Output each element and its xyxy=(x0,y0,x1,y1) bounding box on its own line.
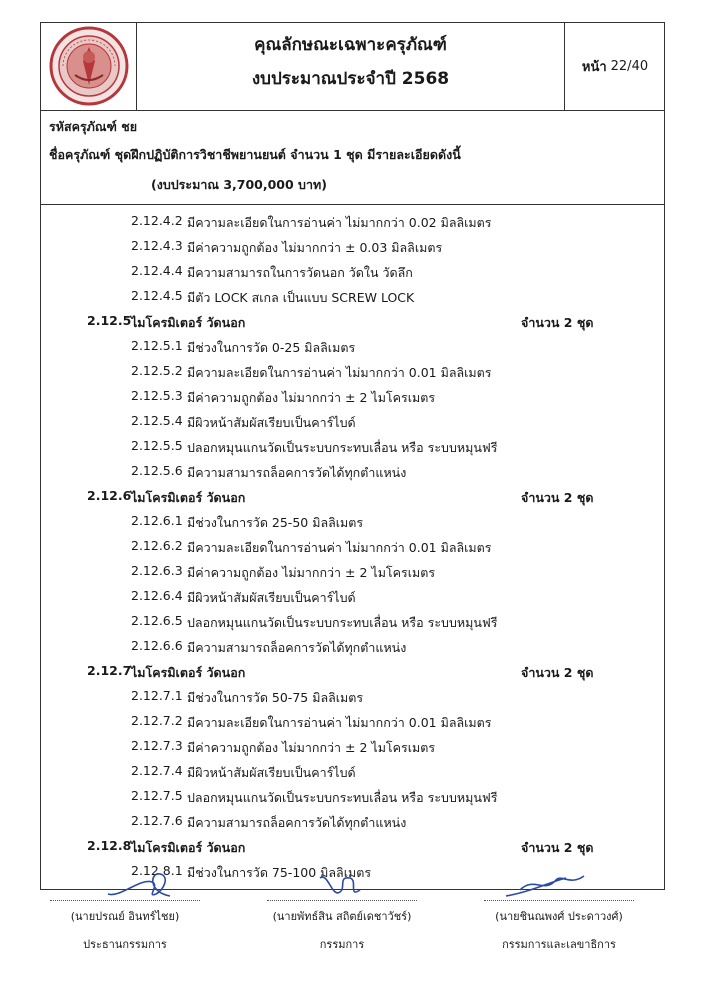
item-text: มีช่วงในการวัด 75-100 มิลลิเมตร xyxy=(187,865,372,880)
item-text: มีความสามารถในการวัดนอก วัดใน วัดลึก xyxy=(187,265,413,280)
item-number: 2.12.5.2 xyxy=(131,363,183,378)
item-text: มีช่วงในการวัด 0-25 มิลลิเมตร xyxy=(187,340,356,355)
item-text: ปลอกหมุนแกนวัดเป็นระบบกระทบเลื่อน หรือ ระบบหมุนฟรี xyxy=(187,615,498,630)
item-quantity: จำนวน 2 ชุด xyxy=(521,490,594,505)
item-text: มีความละเอียดในการอ่านค่า ไม่มากกว่า 0.01 มิลลิเมตร xyxy=(187,540,492,555)
logo-cell xyxy=(41,23,137,110)
signature-block-chair xyxy=(40,862,210,953)
item-number: 2.12.6.1 xyxy=(131,513,183,528)
signature-block-secretary xyxy=(474,862,644,953)
item-text: มีความละเอียดในการอ่านค่า ไม่มากกว่า 0.01 มิลลิเมตร xyxy=(187,715,492,730)
page-value: 22/40 xyxy=(610,59,649,74)
signer-role: กรรมการ xyxy=(319,938,365,951)
item-quantity: จำนวน 2 ชุด xyxy=(521,315,594,330)
item-text: มีค่าความถูกต้อง ไม่มากกว่า ± 2 ไมโครเมตร xyxy=(187,390,436,405)
item-number: 2.12.7.4 xyxy=(131,763,183,778)
item-text: มีค่าความถูกต้อง ไม่มากกว่า ± 2 ไมโครเมตร xyxy=(187,740,436,755)
item-number: 2.12.8 xyxy=(87,838,132,853)
item-number: 2.12.4.4 xyxy=(131,263,183,278)
item-text: มีช่วงในการวัด 25-50 มิลลิเมตร xyxy=(187,515,364,530)
signer-role: ประธานกรรมการ xyxy=(83,938,167,951)
item-text: มีค่าความถูกต้อง ไม่มากกว่า ± 2 ไมโครเมตร xyxy=(187,565,436,580)
document-frame xyxy=(40,22,665,890)
item-number: 2.12.7.6 xyxy=(131,813,183,828)
item-text: ไมโครมิเตอร์ วัดนอก xyxy=(131,840,246,855)
equipment-info xyxy=(41,111,664,205)
item-number: 2.12.7.2 xyxy=(131,713,183,728)
item-text: มีความละเอียดในการอ่านค่า ไม่มากกว่า 0.02 มิลลิเมตร xyxy=(187,215,492,230)
signer-name: (นายพัทธ์สิน สถิตย์เดชาวัชร์) xyxy=(272,910,412,923)
budget-year-title: งบประมาณประจำปี 2568 xyxy=(251,69,450,89)
page-label: หน้า xyxy=(581,60,607,75)
signer-name: (นายปรณย์ อินทร์ไชย) xyxy=(70,910,180,923)
item-number: 2.12.5.5 xyxy=(131,438,183,453)
item-number: 2.12.8.1 xyxy=(131,863,183,878)
item-text: ไมโครมิเตอร์ วัดนอก xyxy=(131,315,246,330)
item-text: ไมโครมิเตอร์ วัดนอก xyxy=(131,490,246,505)
item-text: มีความสามารถล็อคการวัดได้ทุกตำแหน่ง xyxy=(187,815,407,830)
item-text: มีผิวหน้าสัมผัสเรียบเป็นคาร์ไบด์ xyxy=(187,415,356,430)
item-number: 2.12.7.5 xyxy=(131,788,183,803)
item-number: 2.12.6.6 xyxy=(131,638,183,653)
item-number: 2.12.4.5 xyxy=(131,288,183,303)
signer-role: กรรมการและเลขาธิการ xyxy=(502,938,616,951)
item-text: มีช่วงในการวัด 50-75 มิลลิเมตร xyxy=(187,690,364,705)
item-quantity: จำนวน 2 ชุด xyxy=(521,840,594,855)
item-number: 2.12.7.3 xyxy=(131,738,183,753)
item-number: 2.12.4.3 xyxy=(131,238,183,253)
item-number: 2.12.5.3 xyxy=(131,388,183,403)
item-text: ปลอกหมุนแกนวัดเป็นระบบกระทบเลื่อน หรือ ระบบหมุนฟรี xyxy=(187,790,498,805)
document-header xyxy=(41,23,664,111)
equipment-code: รหัสครุภัณฑ์ ชย xyxy=(49,119,138,134)
item-text: มีค่าความถูกต้อง ไม่มากกว่า ± 0.03 มิลลิเมตร xyxy=(187,240,443,255)
item-text: ปลอกหมุนแกนวัดเป็นระบบกระทบเลื่อน หรือ ระบบหมุนฟรี xyxy=(187,440,498,455)
item-number: 2.12.5.4 xyxy=(131,413,183,428)
item-number: 2.12.7 xyxy=(87,663,132,678)
item-text: มีผิวหน้าสัมผัสเรียบเป็นคาร์ไบด์ xyxy=(187,765,356,780)
item-number: 2.12.5.6 xyxy=(131,463,183,478)
item-number: 2.12.5 xyxy=(87,313,132,328)
item-text: ไมโครมิเตอร์ วัดนอก xyxy=(131,665,246,680)
title-cell xyxy=(137,23,565,110)
item-text: มีความสามารถล็อคการวัดได้ทุกตำแหน่ง xyxy=(187,640,407,655)
item-text: มีความละเอียดในการอ่านค่า ไม่มากกว่า 0.01 มิลลิเมตร xyxy=(187,365,492,380)
signature-block-member xyxy=(257,862,427,953)
budget-amount: (งบประมาณ 3,700,000 บาท) xyxy=(151,177,327,192)
item-number: 2.12.6.2 xyxy=(131,538,183,553)
item-quantity: จำนวน 2 ชุด xyxy=(521,665,594,680)
item-number: 2.12.6.4 xyxy=(131,588,183,603)
item-number: 2.12.6.5 xyxy=(131,613,183,628)
page-number-cell xyxy=(565,23,665,110)
item-number: 2.12.4.2 xyxy=(131,213,183,228)
item-number: 2.12.6.3 xyxy=(131,563,183,578)
item-text: มีความสามารถล็อคการวัดได้ทุกตำแหน่ง xyxy=(187,465,407,480)
item-number: 2.12.6 xyxy=(87,488,132,503)
document-title: คุณลักษณะเฉพาะครุภัณฑ์ xyxy=(254,35,447,55)
item-number: 2.12.7.1 xyxy=(131,688,183,703)
item-number: 2.12.5.1 xyxy=(131,338,183,353)
item-text: มีตัว LOCK สเกล เป็นแบบ SCREW LOCK xyxy=(187,290,415,305)
signer-name: (นายชินณพงศ์ ประดาวงศ์) xyxy=(495,910,623,923)
vocational-education-seal-icon xyxy=(41,23,137,110)
equipment-name: ชื่อครุภัณฑ์ ชุดฝึกปฏิบัติการวิชาชีพยานยนต์ จำนวน 1 ชุด มีรายละเอียดดังนี้ xyxy=(49,147,461,162)
item-text: มีผิวหน้าสัมผัสเรียบเป็นคาร์ไบด์ xyxy=(187,590,356,605)
